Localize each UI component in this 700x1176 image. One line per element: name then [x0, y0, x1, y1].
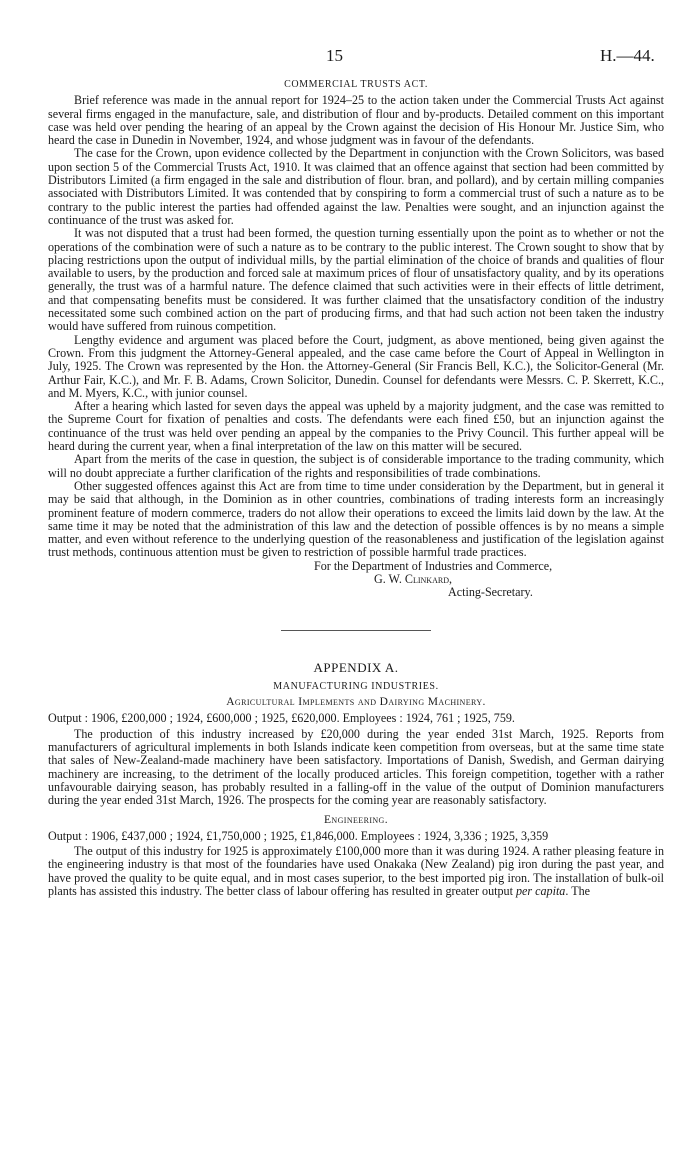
section-title-commercial-trusts: COMMERCIAL TRUSTS ACT. [284, 79, 428, 90]
appendix-title: APPENDIX A. [313, 659, 399, 675]
signature-name: G. W. Clinkard, [374, 571, 452, 586]
paragraph: It was not disputed that a trust had been formed, the question turning essentially upon the point as to whether or not the operations of the combination were of such a nature as to be contrary to the public interest. The Crown sought to show that by placing restrictions upon the output of individual mills, by the partial elimination of the choice of brands and qualities of flour available to users, by the production and forced sale at maximum prices of flour of unsatisfactory quality, and by its operations generally, the trust was of a harmful nature. The defence claimed that such activities were in their effects of little detriment, and that compensating benefits must be considered. It was further claimed that the unsatisfactory condition of the industry necessitated some such combined action on the part of producing firms, and that had such action not been taken the industry would have suffered from ruinous competition. [48, 226, 664, 334]
document-code: H.—44. [600, 46, 655, 65]
page-number: 15 [326, 46, 343, 65]
italic-term: per capita [515, 884, 566, 899]
paragraph: Brief reference was made in the annual report for 1924–25 to the action taken under the Commercial Trusts Act against several firms engaged in the manufacture, sale, and distribution of flour and by-products. Detailed comment on this important case was held over pending the hearing of an appeal by the Crown against the decision of His Honour Mr. Justice Sim, who heard the case in Dunedin in November, 1924, and whose judgment was in favour of the defendants. [48, 93, 664, 148]
paragraph: The case for the Crown, upon evidence collected by the Department in conjunction with the Crown Solicitors, was based upon section 5 of the Commercial Trusts Act, 1910. It was claimed that an offence against that section had been committed by Distributors Limited (a firm engaged in the sale and distribution of flour. bran, and pollard), and by certain milling companies associated with Distributors Limited. It was contended that by conspiring to form a commercial trust of such a nature as to be contrary to the public interest the parties had offended against the law. Penalties were sought, and an injunction against the continuance of the trust was asked for. [48, 146, 664, 227]
paragraph: Other suggested offences against this Act are from time to time under consideration by the Department, but in general it may be said that although, in the Dominion as in other countries, combinations of trading interests form an increasingly prominent feature of modern commerce, traders do not allow their operations to exceed the limits laid down by the law. At the same time it may be noted that the administration of this law and the detection of possible offences is by no means a simple matter, and even without reference to the underlying question of the reasonableness and justification of the legislation against trust methods, continuous attention must be given to restriction of possible harmful trade practices. [48, 478, 664, 560]
paragraph: Lengthy evidence and argument was placed before the Court, judgment, as above mentioned, being given against the Crown. From this judgment the Attorney-General appealed, and the case came before the Court of Appeal in Wellington in July, 1925. The Crown was represented by the Hon. the Attorney-General (Sir Francis Bell, K.C.), the Solicitor-General (Mr. Arthur Fair, K.C.), and Mr. F. B. Adams, Crown Solicitor, Dunedin. Counsel for defendants were Messrs. C. P. Skerrett, K.C., and M. Myers, K.C., with junior counsel. [48, 332, 664, 400]
output-stats-agricultural: Output : 1906, £200,000 ; 1924, £600,000 ; 1925, £620,000. Employees : 1924, 761 ; 1925, 759. [48, 711, 515, 726]
paragraph: The production of this industry increased by £20,000 during the year ended 31st March, 1925. Reports from manufacturers of agricultural implements in both Islands indicate keen competition from overseas, but at the same time state that sales of New-Zealand-made machinery have been satisfactory. Importations of Danish, Swedish, and German dairying machinery are increasing, to the detriment of the locally produced articles. This foreign competition, together with a rather unfavourable dairying season, has probably resulted in a falling-off in the value of the output of Dominion manufacturers during the year ended 31st March, 1926. The prospects for the coming year are reasonably satisfactory. [48, 726, 664, 808]
paragraph-engineering [48, 845, 664, 898]
appendix-subtitle: MANUFACTURING INDUSTRIES. [273, 680, 439, 692]
paragraph: Apart from the merits of the case in question, the subject is of considerable importance to the trading community, which will no doubt appreciate a further clarification of the rights and responsibilities of trade combinations. [48, 452, 664, 480]
engineering-text-end: . The [565, 884, 590, 899]
output-stats-engineering: Output : 1906, £437,000 ; 1924, £1,750,000 ; 1925, £1,846,000. Employees : 1924, 3,336 ; 1925, 3,359 [48, 828, 549, 843]
signature-role: Acting-Secretary. [448, 585, 533, 600]
paragraph: After a hearing which lasted for seven days the appeal was upheld by a majority judgment, and the case was remitted to the Supreme Court for fixation of penalties and costs. The defendants were each fined £50, but an injunction against the continuance of the trust was held over pending an appeal by the companies to the Privy Council. This further appeal will be heard during the current year, when a final interpretation of the law on this matter will be secured. [48, 399, 664, 454]
subsection-title-agricultural: Agricultural Implements and Dairying Machinery. [226, 696, 486, 709]
page-body [48, 78, 664, 898]
signature-department: For the Department of Industries and Commerce, [314, 558, 553, 573]
signature-block [314, 560, 664, 600]
section-divider [281, 630, 431, 631]
engineering-text: The output of this industry for 1925 is approximately £100,000 more than it was during 1924. A rather pleasing feature in the engineering industry is that most of the foundaries have used Onakaka (New Zealand) pig iron during the past year, and have proved the quality to be quite equal, and in most cases superior, to the best imported pig iron. The installation of bulk-oil plants has assisted this industry. The better class of labour offering has resulted in greater output [48, 844, 664, 899]
subsection-title-engineering: Engineering. [323, 813, 389, 826]
